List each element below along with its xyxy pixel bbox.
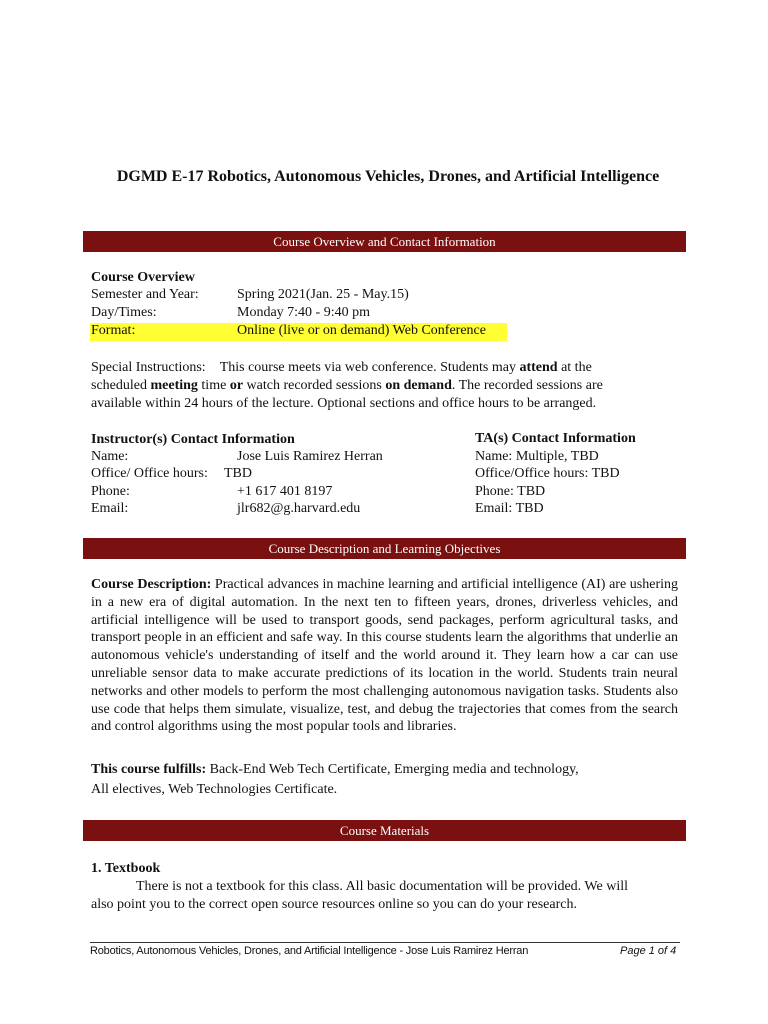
instructor-phone: +1 617 401 8197	[237, 484, 333, 499]
special-instructions-label: Special Instructions:	[91, 360, 206, 375]
page-title: DGMD E-17 Robotics, Autonomous Vehicles, Drones, and Artificial Intelligence	[116, 168, 660, 185]
section-header-overview: Course Overview and Contact Information	[83, 231, 686, 252]
day-times-value: Monday 7:40 - 9:40 pm	[237, 305, 370, 320]
footer-text: Robotics, Autonomous Vehicles, Drones, and Artificial Intelligence - Jose Luis Ramirez Herran	[90, 945, 529, 957]
ta-office: Office/Office hours: TBD	[475, 466, 620, 481]
course-description-text: Practical advances in machine learning and artificial intelligence (AI) are ushering in a new era of digital automation. In the next ten to fifteen years, drones, driverless vehicles, and artificial intelligence will be used to transport goods, send packages, perform agricultural tasks, and transport people in an efficient and safe way. In this course students learn the algorithms that underlie an autonomous vehicle's understanding of itself and the world around it. They learn how a car can use unreliable sensor data to make accurate predictions of its location in the world. Students train neural networks and other models to perform the most challenging autonomous navigation tasks. Students also use code that helps them simulate, visualize, test, and debug the trajectories that comes from the search and control algorithms using the most popular tools and libraries.	[91, 577, 678, 735]
textbook-line-2: also point you to the correct open source resources online so you can do your research.	[91, 897, 577, 912]
special-instructions-line-2: scheduled meeting time or watch recorded sessions on demand. The recorded sessions are	[91, 378, 603, 393]
special-instructions-line-1: Special Instructions: This course meets via web conference. Students may attend at the	[91, 360, 592, 375]
instructor-email: jlr682@g.harvard.edu	[237, 501, 361, 516]
footer-rule	[90, 942, 680, 943]
format-label: Format:	[91, 323, 136, 338]
semester-label: Semester and Year:	[91, 287, 199, 302]
section-header-description: Course Description and Learning Objectives	[83, 538, 686, 559]
section-header-materials: Course Materials	[83, 820, 686, 841]
instructor-name: Jose Luis Ramirez Herran	[237, 449, 383, 464]
fulfills-line-1: This course fulfills: Back-End Web Tech Certificate, Emerging media and technology,	[91, 762, 579, 777]
page-number: Page 1 of 4	[620, 945, 677, 957]
day-times-label: Day/Times:	[91, 305, 157, 320]
course-description-label: Course Description:	[91, 577, 212, 592]
instructor-office-value: TBD	[224, 466, 252, 481]
fulfills-line-2: All electives, Web Technologies Certificate.	[91, 782, 338, 797]
fulfills-label: This course fulfills:	[91, 762, 207, 777]
semester-value: Spring 2021(Jan. 25 - May.15)	[237, 287, 409, 302]
course-description	[91, 576, 678, 736]
special-instructions-line-3: available within 24 hours of the lecture. Optional sections and office hours to be arranged.	[91, 396, 597, 411]
instructor-name-label: Name:	[91, 449, 129, 464]
instructor-heading: Instructor(s) Contact Information	[91, 432, 295, 447]
format-value: Online (live or on demand) Web Conference	[237, 323, 486, 338]
ta-phone: Phone: TBD	[475, 484, 546, 499]
instructor-phone-label: Phone:	[91, 484, 130, 499]
textbook-heading: 1. Textbook	[91, 861, 161, 876]
instructor-email-label: Email:	[91, 501, 129, 516]
instructor-office-label: Office/ Office hours:	[91, 466, 208, 481]
ta-email: Email: TBD	[475, 501, 544, 516]
textbook-line-1: There is not a textbook for this class. All basic documentation will be provided. We will	[136, 879, 629, 894]
course-overview-heading: Course Overview	[91, 270, 195, 285]
ta-heading: TA(s) Contact Information	[475, 431, 636, 446]
ta-name: Name: Multiple, TBD	[475, 449, 599, 464]
